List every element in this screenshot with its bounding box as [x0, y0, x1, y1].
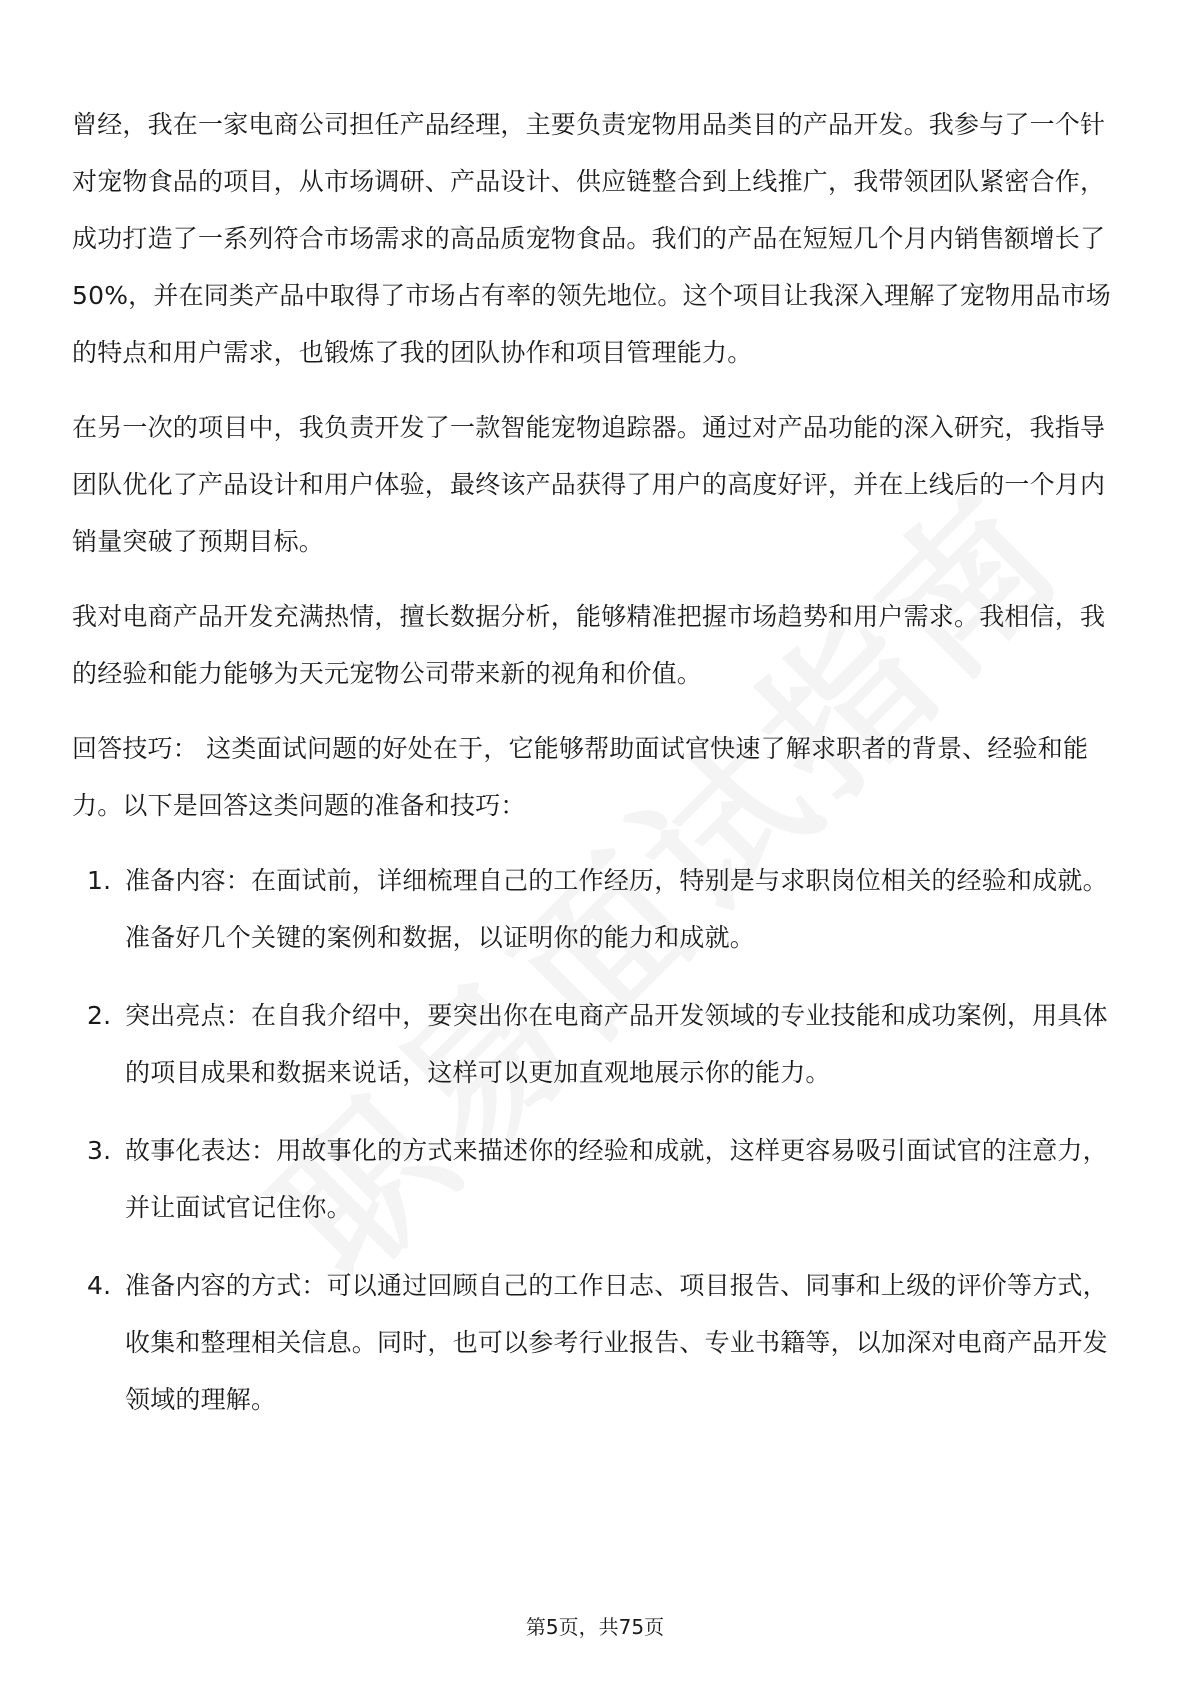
page-number-footer: 第5页，共75页: [525, 1615, 665, 1639]
tips-list: [72, 852, 1118, 1428]
tips-intro: 回答技巧： 这类面试问题的好处在于，它能够帮助面试官快速了解求职者的背景、经验和能力。以下是回答这类问题的准备和技巧：: [72, 734, 1089, 820]
list-number: 1.: [87, 866, 112, 895]
list-number: 3.: [87, 1136, 112, 1165]
paragraph: 在另一次的项目中，我负责开发了一款智能宠物追踪器。通过对产品功能的深入研究，我指导团队优化了产品设计和用户体验，最终该产品获得了用户的高度好评，并在上线后的一个月内销量突破了预期目标。: [72, 413, 1106, 556]
paragraph: 我对电商产品开发充满热情，擅长数据分析，能够精准把握市场趋势和用户需求。我相信，我的经验和能力能够为天元宠物公司带来新的视角和价值。: [72, 602, 1106, 688]
paragraph: 曾经，我在一家电商公司担任产品经理，主要负责宠物用品类目的产品开发。我参与了一个针对宠物食品的项目，从市场调研、产品设计、供应链整合到上线推广，我带领团队紧密合作，成功打造了一系列符合市场需求的高品质宠物食品。我们的产品在短短几个月内销售额增长了50%，并在同类产品中取得了市场占有率的领先地位。这个项目让我深入理解了宠物用品市场的特点和用户需求，也锻炼了我的团队协作和项目管理能力。: [72, 110, 1111, 367]
list-number: 4.: [87, 1271, 112, 1300]
list-item-text: 故事化表达：用故事化的方式来描述你的经验和成就，这样更容易吸引面试官的注意力，并让面试官记住你。: [125, 1136, 1108, 1222]
tips-list-item: [72, 987, 1118, 1101]
page-content: [72, 96, 1118, 1428]
tips-list-item: [72, 1257, 1118, 1428]
list-item-text: 准备内容的方式：可以通过回顾自己的工作日志、项目报告、同事和上级的评价等方式，收集和整理相关信息。同时，也可以参考行业报告、专业书籍等，以加深对电商产品开发领域的理解。: [125, 1271, 1108, 1414]
list-item-text: 准备内容：在面试前，详细梳理自己的工作经历，特别是与求职岗位相关的经验和成就。准备好几个关键的案例和数据，以证明你的能力和成就。: [125, 866, 1108, 952]
list-item-text: 突出亮点：在自我介绍中，要突出你在电商产品开发领域的专业技能和成功案例，用具体的项目成果和数据来说话，这样可以更加直观地展示你的能力。: [125, 1001, 1108, 1087]
tips-list-item: [72, 852, 1118, 966]
tips-list-item: [72, 1122, 1118, 1236]
list-number: 2.: [87, 1001, 112, 1030]
